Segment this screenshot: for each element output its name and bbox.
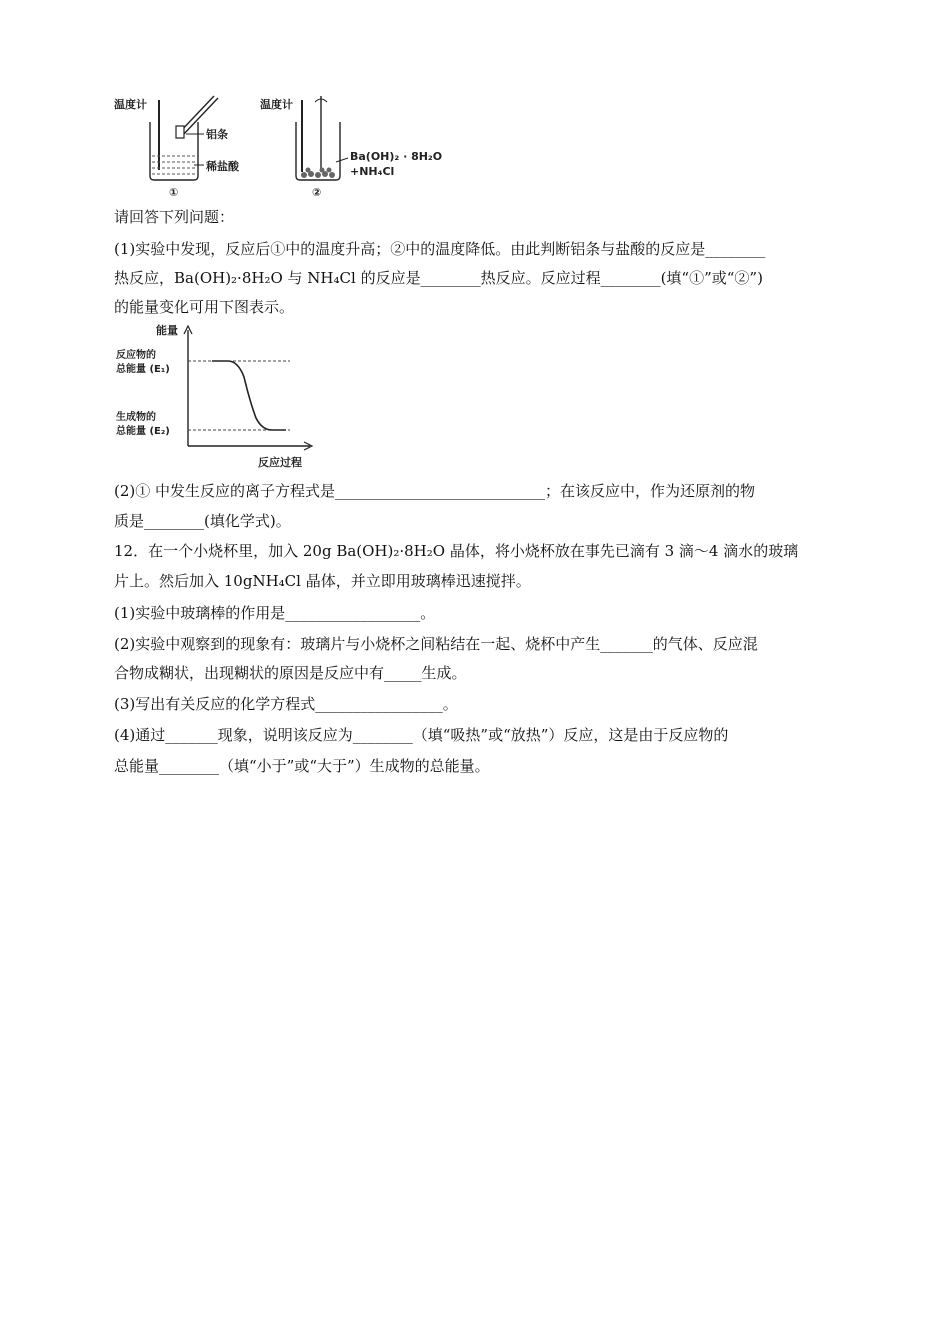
strip-label: 铝条 bbox=[206, 128, 228, 141]
reagent-label-1: Ba(OH)₂ · 8H₂O bbox=[350, 150, 443, 163]
energy-diagram bbox=[112, 322, 322, 472]
y-axis-label: 能量 bbox=[156, 324, 178, 337]
q11-part1-line1: (1)实验中发现，反应后①中的温度升高；②中的温度降低。由此判断铝条与盐酸的反应是________ bbox=[114, 240, 766, 258]
reagent-label-2: +NH₄Cl bbox=[350, 165, 395, 178]
apparatus-1 bbox=[114, 96, 240, 199]
reactant-label-line1: 反应物的 bbox=[116, 350, 156, 361]
q12-stem-line1: 12．在一个小烧杯里，加入 20g Ba(OH)₂·8H₂O 晶体，将小烧杯放在事先已滴有 3 滴～4 滴水的玻璃 bbox=[114, 542, 799, 560]
q12-sub4-line2: 总能量________（填“小于”或“大于”）生成物的总能量。 bbox=[114, 757, 490, 775]
q12-sub2-line1: (2)实验中观察到的现象有：玻璃片与小烧杯之间粘结在一起、烧杯中产生_______的气体、反应混 bbox=[114, 635, 758, 653]
crystals bbox=[301, 168, 335, 179]
x-axis-label: 反应过程 bbox=[258, 456, 302, 469]
intro-text: 请回答下列问题： bbox=[114, 208, 235, 226]
thermometer-label-2: 温度计 bbox=[260, 98, 293, 111]
beaker-1 bbox=[150, 122, 198, 180]
q11-part2-line1: (2)① 中发生反应的离子方程式是____________________________；在该反应中，作为还原剂的物 bbox=[114, 482, 756, 500]
reactant-label-line2: 总能量 (E₁) bbox=[116, 364, 170, 375]
q12-sub2-line2: 合物成糊状，出现糊状的原因是反应中有_____生成。 bbox=[114, 664, 467, 682]
q11-part2-line2: 质是________(填化学式)。 bbox=[114, 512, 291, 530]
caption-2: ② bbox=[312, 186, 322, 199]
product-label-line1: 生成物的 bbox=[116, 412, 156, 423]
q12-sub3: (3)写出有关反应的化学方程式_________________。 bbox=[114, 695, 458, 713]
q12-sub1: (1)实验中玻璃棒的作用是__________________。 bbox=[114, 604, 436, 622]
apparatus-figure bbox=[108, 92, 448, 202]
thermometer-label-1: 温度计 bbox=[114, 98, 147, 111]
acid-label: 稀盐酸 bbox=[206, 160, 239, 173]
energy-curve bbox=[212, 361, 286, 430]
q11-part1-line3: 的能量变化可用下图表示。 bbox=[114, 298, 295, 316]
aluminum-strip bbox=[176, 126, 184, 138]
apparatus-2 bbox=[260, 96, 442, 199]
q11-part1-line2: 热反应，Ba(OH)₂·8H₂O 与 NH₄Cl 的反应是________热反应。反应过程________(填“①”或“②”) bbox=[114, 269, 763, 287]
q12-stem-line2: 片上。然后加入 10gNH₄Cl 晶体，并立即用玻璃棒迅速搅拌。 bbox=[114, 572, 531, 590]
q12-sub4-line1: (4)通过_______现象，说明该反应为________（填“吸热”或“放热”）反应，这是由于反应物的 bbox=[114, 726, 729, 744]
caption-1: ① bbox=[169, 186, 179, 199]
product-label-line2: 总能量 (E₂) bbox=[116, 426, 170, 437]
